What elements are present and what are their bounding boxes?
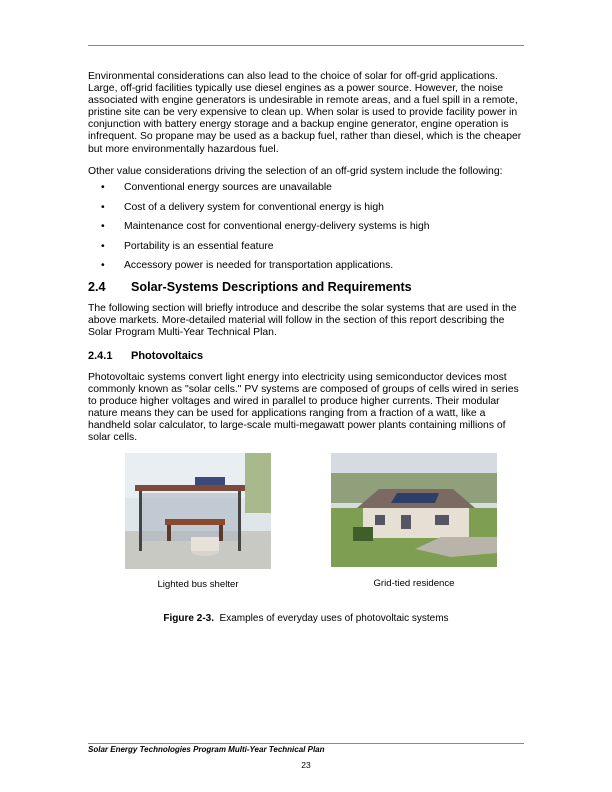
subsection-heading	[88, 350, 203, 362]
footer-rule	[88, 743, 524, 744]
figure-title: Examples of everyday uses of photovoltaic systems	[214, 613, 449, 624]
figure-label: Figure 2-3.	[163, 613, 214, 624]
footer-title: Solar Energy Technologies Program Multi-Year Technical Plan	[88, 745, 325, 754]
section-heading	[88, 280, 412, 294]
list-item	[88, 221, 528, 241]
page-number: 23	[301, 760, 311, 770]
list-item-text: Accessory power is needed for transportation applications.	[124, 260, 394, 271]
residence-photo	[331, 453, 497, 567]
bullet-icon: •	[101, 201, 105, 213]
list-item	[88, 241, 528, 261]
subsection-number: 2.4.1	[88, 350, 113, 362]
bullet-icon: •	[101, 221, 105, 232]
paragraph-intro: The following section will briefly introduce and describe the solar systems that are used in the above markets. More-detailed material will follow in the section of this report describing the Solar Program Multi-Year Technical Plan.	[88, 303, 517, 339]
bullet-icon: •	[101, 182, 105, 193]
bullet-icon: •	[101, 240, 105, 252]
bullet-icon: •	[101, 260, 105, 271]
figure-caption-bus-shelter: Lighted bus shelter	[157, 579, 239, 590]
list-item-text: Maintenance cost for conventional energy-delivery systems is high	[124, 221, 430, 232]
list-item-text: Conventional energy sources are unavailable	[124, 182, 332, 193]
paragraph-environmental: Environmental considerations can also lead to the choice of solar for off-grid applications. Large, off-grid facilities typically use diesel engines as a power source. However, the noise associated with engine generators is undesirable in remote areas, and a fuel spill in a remote, pristine site can be very expensive to clean up. When solar is used to provide facility power in conjunction with battery energy storage and a backup engine generator, engine operation is infrequent. So propane may be used as a backup fuel, rather than diesel, which is the cheaper but more environmentally hazardous fuel.	[88, 71, 522, 155]
subsection-title: Photovoltaics	[131, 350, 204, 362]
figure-caption	[88, 613, 524, 624]
bullet-list	[88, 182, 528, 280]
list-item	[88, 260, 528, 280]
list-item	[88, 182, 528, 202]
list-item-text: Portability is an essential feature	[124, 240, 274, 252]
header-rule	[88, 45, 524, 46]
section-title: Solar-Systems Descriptions and Requirements	[131, 280, 412, 294]
list-item-text: Cost of a delivery system for conventional energy is high	[124, 201, 384, 213]
list-item	[88, 202, 528, 222]
paragraph-other-value: Other value considerations driving the selection of an off-grid system include the following:	[88, 166, 503, 177]
section-number: 2.4	[88, 280, 106, 294]
paragraph-photovoltaics: Photovoltaic systems convert light energy into electricity using semiconductor devices most commonly known as "solar cells." PV systems are composed of groups of cells wired in series to produce higher voltages and wired in parallel to produce higher currents. Their modular nature means they can be used for applications ranging from a fraction of a watt, like a handheld solar calculator, to large-scale multi-megawatt power plants containing millions of solar cells.	[88, 372, 519, 444]
figure-caption-residence: Grid-tied residence	[373, 578, 455, 589]
bus-shelter-photo	[125, 453, 271, 569]
